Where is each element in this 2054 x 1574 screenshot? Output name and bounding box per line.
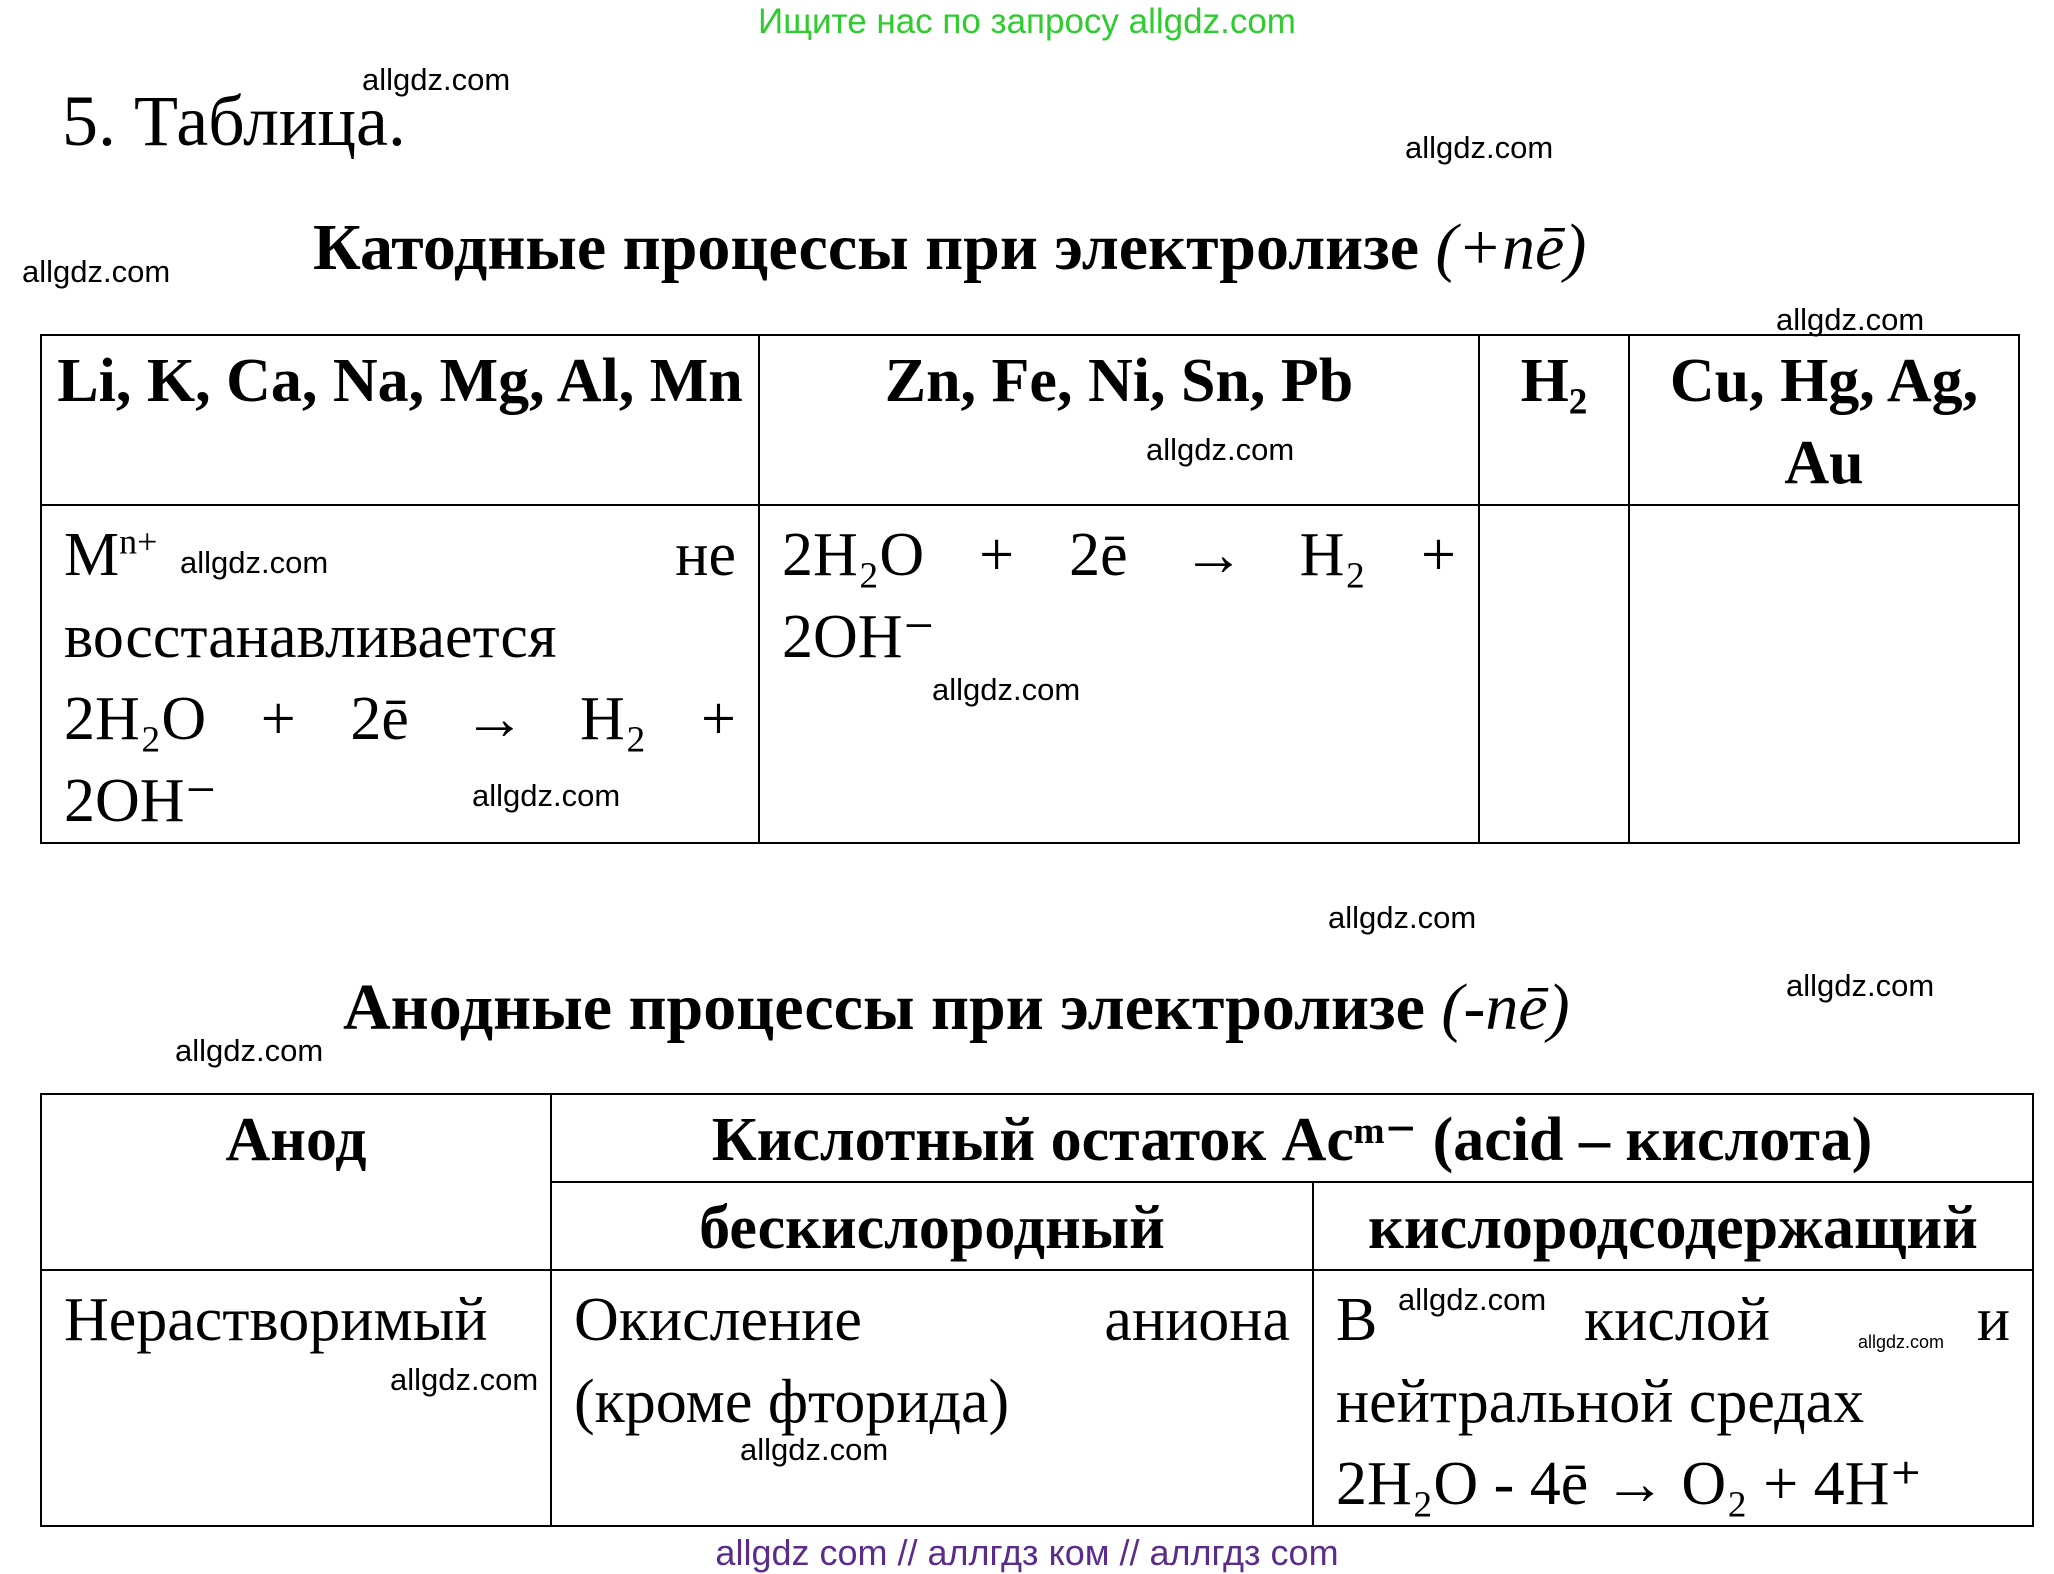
cathode-title-suffix: (+nē)	[1435, 211, 1587, 284]
cathode-header-medium-metals: Zn, Fe, Ni, Sn, Pb	[759, 335, 1479, 505]
oxidation-line1	[574, 1279, 1290, 1361]
word-acidic: кислой	[1584, 1286, 1771, 1354]
watermark: allgdz.com	[472, 778, 621, 813]
watermark: allgdz.com	[180, 545, 329, 580]
eq-term: +	[701, 685, 736, 753]
anode-header-anode: Анод	[41, 1094, 551, 1270]
cathode-table	[40, 334, 2020, 844]
cathode-header-active-metals: Li, K, Ca, Na, Mg, Al, Mn	[41, 335, 759, 505]
watermark: allgdz.com	[175, 1033, 324, 1068]
anode-title-suffix: (-nē)	[1441, 971, 1570, 1044]
watermark: allgdz.com	[1858, 1332, 1945, 1352]
anode-subheader-oxygen-containing: кислородсодержащий	[1313, 1182, 2033, 1270]
insoluble-label: Нерастворимый	[64, 1286, 488, 1354]
watermark: allgdz.com	[362, 62, 511, 97]
watermark: allgdz.com	[1146, 432, 1295, 467]
anode-cell-oxygen-free	[551, 1270, 1313, 1526]
word-ne: не	[675, 521, 736, 589]
cathode-cell-active	[41, 505, 759, 843]
eq-term: +	[979, 521, 1015, 589]
eq-term: H₂	[1299, 521, 1366, 589]
metal-ion: M	[64, 521, 120, 589]
anode-cell-insoluble	[41, 1270, 551, 1526]
cathode-header-inactive-metals: Cu, Hg, Ag, Au	[1629, 335, 2019, 505]
eq-term: →	[1182, 521, 1245, 589]
eq-term: +	[260, 685, 296, 753]
anode-subheader-oxygen-free: бескислородный	[551, 1182, 1313, 1270]
word-reduced: восстанавливается	[64, 603, 557, 671]
eq-term: 2ē	[1069, 521, 1128, 589]
cathode-header-hydrogen: H₂	[1479, 335, 1629, 505]
eq-term: H₂	[580, 685, 647, 753]
watermark: allgdz.com	[1405, 130, 1554, 165]
oxidation-line2: (кроме фторида)	[574, 1368, 1010, 1436]
watermark: allgdz.com	[22, 254, 171, 289]
watermark: allgdz.com	[1398, 1282, 1547, 1317]
word-and: и	[1976, 1286, 2010, 1354]
word-anion: аниона	[1104, 1286, 1290, 1354]
word-in: В	[1336, 1286, 1378, 1354]
watermark: allgdz.com	[390, 1362, 539, 1397]
watermark: allgdz.com	[1328, 900, 1477, 935]
water-oxidation-equation: 2H₂O - 4ē → O₂ + 4H⁺	[1336, 1450, 1923, 1518]
cathode-title	[313, 210, 1586, 286]
eq-tail: 2OH⁻	[64, 767, 218, 835]
cathode-active-equation	[64, 678, 736, 760]
anode-title	[343, 970, 1570, 1046]
eq-term: +	[1420, 521, 1456, 589]
media-line2: нейтральной средах	[1336, 1368, 1865, 1436]
footer-links: allgdz com // аллгдз ком // аллгдз com	[715, 1532, 1339, 1573]
anode-table	[40, 1093, 2034, 1527]
cathode-active-line1	[64, 514, 736, 596]
word-oxidation: Окисление	[574, 1286, 862, 1354]
eq-term: 2H₂O	[782, 521, 925, 589]
cathode-medium-equation	[782, 514, 1456, 596]
cathode-cell-medium	[759, 505, 1479, 843]
cathode-cell-hydrogen	[1479, 505, 1629, 843]
anode-header-acid-residue: Кислотный остаток Acᵐ⁻ (acid – кислота)	[551, 1094, 2033, 1182]
cathode-title-text: Катодные процессы при электролизе	[313, 211, 1420, 284]
anode-title-text: Анодные процессы при электролизе	[343, 971, 1425, 1044]
watermark: allgdz.com	[1786, 968, 1935, 1003]
eq-term: 2ē	[350, 685, 409, 753]
ion-charge: n+	[119, 521, 158, 562]
watermark: allgdz.com	[740, 1432, 889, 1467]
top-banner: Ищите нас по запросу allgdz.com	[758, 2, 1296, 41]
eq-tail: 2OH⁻	[782, 603, 936, 671]
watermark: allgdz.com	[1776, 302, 1925, 337]
eq-term: 2H₂O	[64, 685, 207, 753]
eq-term: →	[463, 685, 526, 753]
task-title: 5. Таблица.	[62, 81, 406, 161]
watermark: allgdz.com	[932, 672, 1081, 707]
cathode-cell-inactive	[1629, 505, 2019, 843]
